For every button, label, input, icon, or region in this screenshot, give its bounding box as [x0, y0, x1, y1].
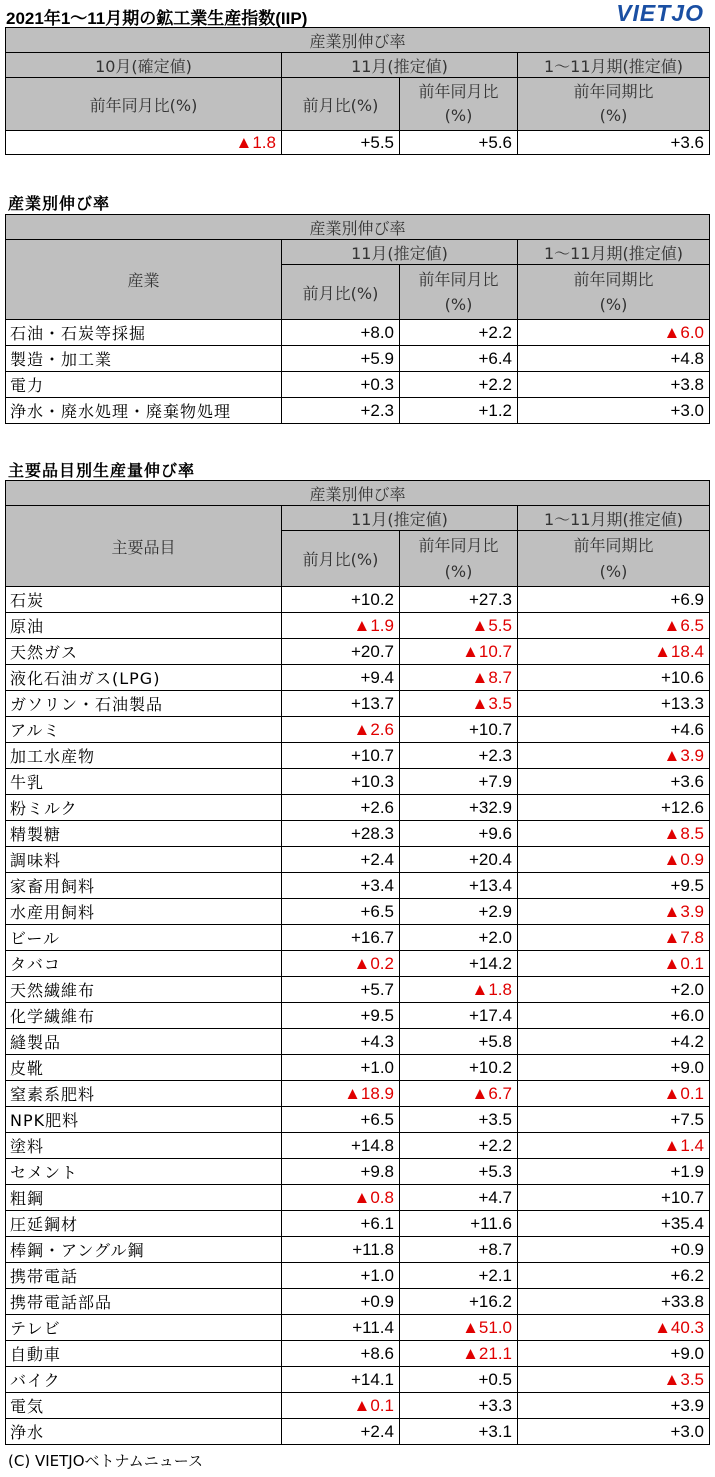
sub-yoy-ytd	[518, 531, 710, 587]
value-ytd: ▲3.9	[518, 743, 710, 769]
title-bar	[4, 0, 710, 26]
value-ytd: +4.2	[518, 1029, 710, 1055]
table-row	[6, 1341, 710, 1367]
col-nov: 11月(推定値)	[282, 53, 518, 78]
value-mom: +0.3	[282, 372, 400, 398]
value-yoy: ▲51.0	[400, 1315, 518, 1341]
sub-mom: 前月比(%)	[282, 78, 400, 131]
table-row	[6, 873, 710, 899]
row-name: 水産用飼料	[6, 899, 282, 925]
industry-table	[5, 214, 710, 424]
value-mom: +14.1	[282, 1367, 400, 1393]
row-name: 皮靴	[6, 1055, 282, 1081]
col-nov: 11月(推定値)	[282, 240, 518, 265]
value-yoy: +5.8	[400, 1029, 518, 1055]
value-ytd: +33.8	[518, 1289, 710, 1315]
value-yoy: +2.2	[400, 372, 518, 398]
value-mom: +4.3	[282, 1029, 400, 1055]
value-ytd: +0.9	[518, 1237, 710, 1263]
value-ytd: +10.6	[518, 665, 710, 691]
table-row	[6, 717, 710, 743]
value-yoy: +6.4	[400, 346, 518, 372]
value-yoy: +14.2	[400, 951, 518, 977]
value-yoy: +2.0	[400, 925, 518, 951]
table-caption: 産業別伸び率	[6, 28, 710, 53]
value-mom: +16.7	[282, 925, 400, 951]
value-ytd: ▲0.1	[518, 1081, 710, 1107]
row-name: 精製糖	[6, 821, 282, 847]
sub-yoy-label: 前年同月比	[418, 270, 499, 289]
value-ytd: ▲3.9	[518, 899, 710, 925]
value-yoy: +3.5	[400, 1107, 518, 1133]
value-ytd: ▲0.1	[518, 951, 710, 977]
sub-yoy-ytd-label: 前年同期比	[573, 82, 654, 101]
value-ytd: ▲1.4	[518, 1133, 710, 1159]
row-name: 自動車	[6, 1341, 282, 1367]
value-ytd: +9.5	[518, 873, 710, 899]
items-table	[5, 480, 710, 1445]
vietjo-logo: VIETJO	[616, 0, 704, 26]
value-yoy: ▲10.7	[400, 639, 518, 665]
value-ytd: +9.0	[518, 1055, 710, 1081]
table-row	[6, 1263, 710, 1289]
col-nov: 11月(推定値)	[282, 506, 518, 531]
sub-yoy-ytd-pct: (%)	[599, 106, 628, 125]
value-mom: +3.4	[282, 873, 400, 899]
value-ytd: +2.0	[518, 977, 710, 1003]
row-name: 調味料	[6, 847, 282, 873]
value-yoy: +13.4	[400, 873, 518, 899]
table-row	[6, 1237, 710, 1263]
row-name: 縫製品	[6, 1029, 282, 1055]
value-ytd: ▲18.4	[518, 639, 710, 665]
value-yoy: +7.9	[400, 769, 518, 795]
col-ytd: 1～11月期(推定値)	[518, 506, 710, 531]
table-row	[6, 1133, 710, 1159]
sub-yoy	[400, 78, 518, 131]
value-mom: ▲2.6	[282, 717, 400, 743]
table-row	[6, 691, 710, 717]
row-name: 製造・加工業	[6, 346, 282, 372]
value-mom: +13.7	[282, 691, 400, 717]
value-yoy: +3.3	[400, 1393, 518, 1419]
table-row	[6, 1367, 710, 1393]
value-yoy: +0.5	[400, 1367, 518, 1393]
summary-table	[5, 27, 710, 155]
value-yoy: +2.2	[400, 1133, 518, 1159]
value-ytd: +10.7	[518, 1185, 710, 1211]
table-row	[6, 398, 710, 424]
value-ytd: ▲6.5	[518, 613, 710, 639]
value-mom: +6.5	[282, 1107, 400, 1133]
table-row	[6, 951, 710, 977]
value-yoy: +10.2	[400, 1055, 518, 1081]
value-mom: +2.3	[282, 398, 400, 424]
table-row	[6, 1419, 710, 1445]
sub-yoy-label: 前年同月比	[418, 82, 499, 101]
value-mom: +11.8	[282, 1237, 400, 1263]
row-name: 電力	[6, 372, 282, 398]
value-mom: +11.4	[282, 1315, 400, 1341]
value-mom: +0.9	[282, 1289, 400, 1315]
value-mom: +9.5	[282, 1003, 400, 1029]
value-ytd: ▲40.3	[518, 1315, 710, 1341]
value-mom: +10.2	[282, 587, 400, 613]
value-yoy: +8.7	[400, 1237, 518, 1263]
value-mom: +2.6	[282, 795, 400, 821]
row-name: 浄水・廃水処理・廃棄物処理	[6, 398, 282, 424]
table-row	[6, 320, 710, 346]
value-nov-yoy: +5.6	[400, 131, 518, 155]
value-mom: ▲18.9	[282, 1081, 400, 1107]
sub-yoy-ytd-label: 前年同期比	[573, 270, 654, 289]
row-name: セメント	[6, 1159, 282, 1185]
row-name: NPK肥料	[6, 1107, 282, 1133]
value-yoy: +2.9	[400, 899, 518, 925]
value-ytd: ▲6.0	[518, 320, 710, 346]
table-row	[6, 1393, 710, 1419]
col-oct: 10月(確定値)	[6, 53, 282, 78]
value-yoy: +11.6	[400, 1211, 518, 1237]
value-yoy: +4.7	[400, 1185, 518, 1211]
sub-yoy-ytd	[518, 78, 710, 131]
row-name: アルミ	[6, 717, 282, 743]
table-row	[6, 1107, 710, 1133]
section-label-items: 主要品目別生産量伸び率	[8, 461, 196, 480]
value-mom: +10.7	[282, 743, 400, 769]
row-name: 原油	[6, 613, 282, 639]
table-row	[6, 925, 710, 951]
value-yoy: +1.2	[400, 398, 518, 424]
row-name: 化学繊維布	[6, 1003, 282, 1029]
table-row	[6, 1055, 710, 1081]
value-mom: +1.0	[282, 1055, 400, 1081]
value-yoy: ▲6.7	[400, 1081, 518, 1107]
value-yoy: +3.1	[400, 1419, 518, 1445]
value-ytd: +4.8	[518, 346, 710, 372]
col-industry: 産業	[6, 240, 282, 320]
col-item: 主要品目	[6, 506, 282, 587]
row-name: 天然繊維布	[6, 977, 282, 1003]
table-row	[6, 1159, 710, 1185]
value-ytd: ▲3.5	[518, 1367, 710, 1393]
value-mom: ▲1.9	[282, 613, 400, 639]
table-row	[6, 1029, 710, 1055]
value-mom: ▲0.2	[282, 951, 400, 977]
row-name: ガソリン・石油製品	[6, 691, 282, 717]
table-row	[6, 346, 710, 372]
value-mom: +20.7	[282, 639, 400, 665]
sub-yoy	[400, 265, 518, 320]
value-yoy: +5.3	[400, 1159, 518, 1185]
table-row	[6, 847, 710, 873]
row-name: 牛乳	[6, 769, 282, 795]
sub-mom: 前月比(%)	[282, 265, 400, 320]
value-mom: +8.0	[282, 320, 400, 346]
value-ytd: +3.0	[518, 1419, 710, 1445]
table-row	[6, 769, 710, 795]
sub-yoy-ytd-pct: (%)	[599, 295, 628, 314]
row-name: 液化石油ガス(LPG)	[6, 665, 282, 691]
value-yoy: +2.2	[400, 320, 518, 346]
row-name: 石油・石炭等採掘	[6, 320, 282, 346]
value-yoy: +9.6	[400, 821, 518, 847]
value-ytd: +3.6	[518, 769, 710, 795]
table-row	[6, 899, 710, 925]
value-mom: +5.9	[282, 346, 400, 372]
table-row	[6, 1003, 710, 1029]
row-name: バイク	[6, 1367, 282, 1393]
row-name: ビール	[6, 925, 282, 951]
row-name: 粉ミルク	[6, 795, 282, 821]
value-ytd: +1.9	[518, 1159, 710, 1185]
value-ytd: +3.8	[518, 372, 710, 398]
value-ytd: ▲8.5	[518, 821, 710, 847]
row-name: 家畜用飼料	[6, 873, 282, 899]
value-ytd: +12.6	[518, 795, 710, 821]
value-mom: +9.4	[282, 665, 400, 691]
table-caption: 産業別伸び率	[6, 215, 710, 240]
value-yoy: +20.4	[400, 847, 518, 873]
value-mom: +6.1	[282, 1211, 400, 1237]
value-yoy: ▲21.1	[400, 1341, 518, 1367]
sub-yoy-pct: (%)	[444, 106, 473, 125]
value-mom: ▲0.8	[282, 1185, 400, 1211]
value-nov-mom: +5.5	[282, 131, 400, 155]
value-yoy: +16.2	[400, 1289, 518, 1315]
value-mom: +1.0	[282, 1263, 400, 1289]
value-ytd: +7.5	[518, 1107, 710, 1133]
sub-yoy-ytd-pct: (%)	[599, 561, 628, 581]
row-name: 天然ガス	[6, 639, 282, 665]
value-ytd: +3.6	[518, 131, 710, 155]
row-name: 石炭	[6, 587, 282, 613]
row-name: 加工水産物	[6, 743, 282, 769]
value-mom: +8.6	[282, 1341, 400, 1367]
table-row	[6, 743, 710, 769]
table-row	[6, 665, 710, 691]
table-row	[6, 821, 710, 847]
value-yoy: +2.3	[400, 743, 518, 769]
value-yoy: ▲3.5	[400, 691, 518, 717]
col-ytd: 1～11月期(推定値)	[518, 240, 710, 265]
value-yoy: ▲1.8	[400, 977, 518, 1003]
value-ytd: +4.6	[518, 717, 710, 743]
value-mom: +2.4	[282, 847, 400, 873]
sub-yoy-month: 前年同月比(%)	[6, 78, 282, 131]
value-ytd: +13.3	[518, 691, 710, 717]
section-label-industry: 産業別伸び率	[8, 194, 111, 213]
value-ytd: +6.9	[518, 587, 710, 613]
table-row	[6, 587, 710, 613]
table-row	[6, 1185, 710, 1211]
value-mom: +10.3	[282, 769, 400, 795]
value-mom: +28.3	[282, 821, 400, 847]
row-name: テレビ	[6, 1315, 282, 1341]
row-name: 電気	[6, 1393, 282, 1419]
sub-yoy-label: 前年同月比	[418, 535, 499, 555]
value-ytd: ▲7.8	[518, 925, 710, 951]
value-ytd: +6.0	[518, 1003, 710, 1029]
value-yoy: +27.3	[400, 587, 518, 613]
table-caption: 産業別伸び率	[6, 481, 710, 506]
table-row	[6, 1211, 710, 1237]
value-mom: +5.7	[282, 977, 400, 1003]
sub-yoy-ytd-label: 前年同期比	[573, 535, 654, 555]
row-name: 塗料	[6, 1133, 282, 1159]
table-row	[6, 795, 710, 821]
sub-yoy	[400, 531, 518, 587]
table-row	[6, 1081, 710, 1107]
copyright-footer: (C) VIETJOベトナムニュース	[8, 1452, 204, 1470]
row-name: 棒鋼・アングル鋼	[6, 1237, 282, 1263]
row-name: タバコ	[6, 951, 282, 977]
value-yoy: ▲5.5	[400, 613, 518, 639]
value-yoy: +10.7	[400, 717, 518, 743]
value-mom: +9.8	[282, 1159, 400, 1185]
sub-yoy-pct: (%)	[444, 561, 473, 581]
value-yoy: ▲8.7	[400, 665, 518, 691]
value-yoy: +17.4	[400, 1003, 518, 1029]
row-name: 携帯電話	[6, 1263, 282, 1289]
row-name: 粗鋼	[6, 1185, 282, 1211]
row-name: 圧延鋼材	[6, 1211, 282, 1237]
value-ytd: +9.0	[518, 1341, 710, 1367]
page-title: 2021年1～11月期の鉱工業生産指数(IIP)	[6, 9, 308, 28]
table-row	[6, 613, 710, 639]
value-mom: +6.5	[282, 899, 400, 925]
value-yoy: +32.9	[400, 795, 518, 821]
value-oct: ▲1.8	[6, 131, 282, 155]
value-ytd: +35.4	[518, 1211, 710, 1237]
table-row	[6, 372, 710, 398]
value-mom: +2.4	[282, 1419, 400, 1445]
value-yoy: +2.1	[400, 1263, 518, 1289]
table-row	[6, 639, 710, 665]
table-row	[6, 1315, 710, 1341]
sub-mom: 前月比(%)	[282, 531, 400, 587]
table-row	[6, 977, 710, 1003]
sub-yoy-pct: (%)	[444, 295, 473, 314]
table-row	[6, 1289, 710, 1315]
value-ytd: +3.9	[518, 1393, 710, 1419]
col-ytd: 1～11月期(推定値)	[518, 53, 710, 78]
row-name: 携帯電話部品	[6, 1289, 282, 1315]
value-mom: ▲0.1	[282, 1393, 400, 1419]
row-name: 浄水	[6, 1419, 282, 1445]
value-mom: +14.8	[282, 1133, 400, 1159]
row-name: 窒素系肥料	[6, 1081, 282, 1107]
sub-yoy-ytd	[518, 265, 710, 320]
value-ytd: ▲0.9	[518, 847, 710, 873]
value-ytd: +6.2	[518, 1263, 710, 1289]
value-ytd: +3.0	[518, 398, 710, 424]
